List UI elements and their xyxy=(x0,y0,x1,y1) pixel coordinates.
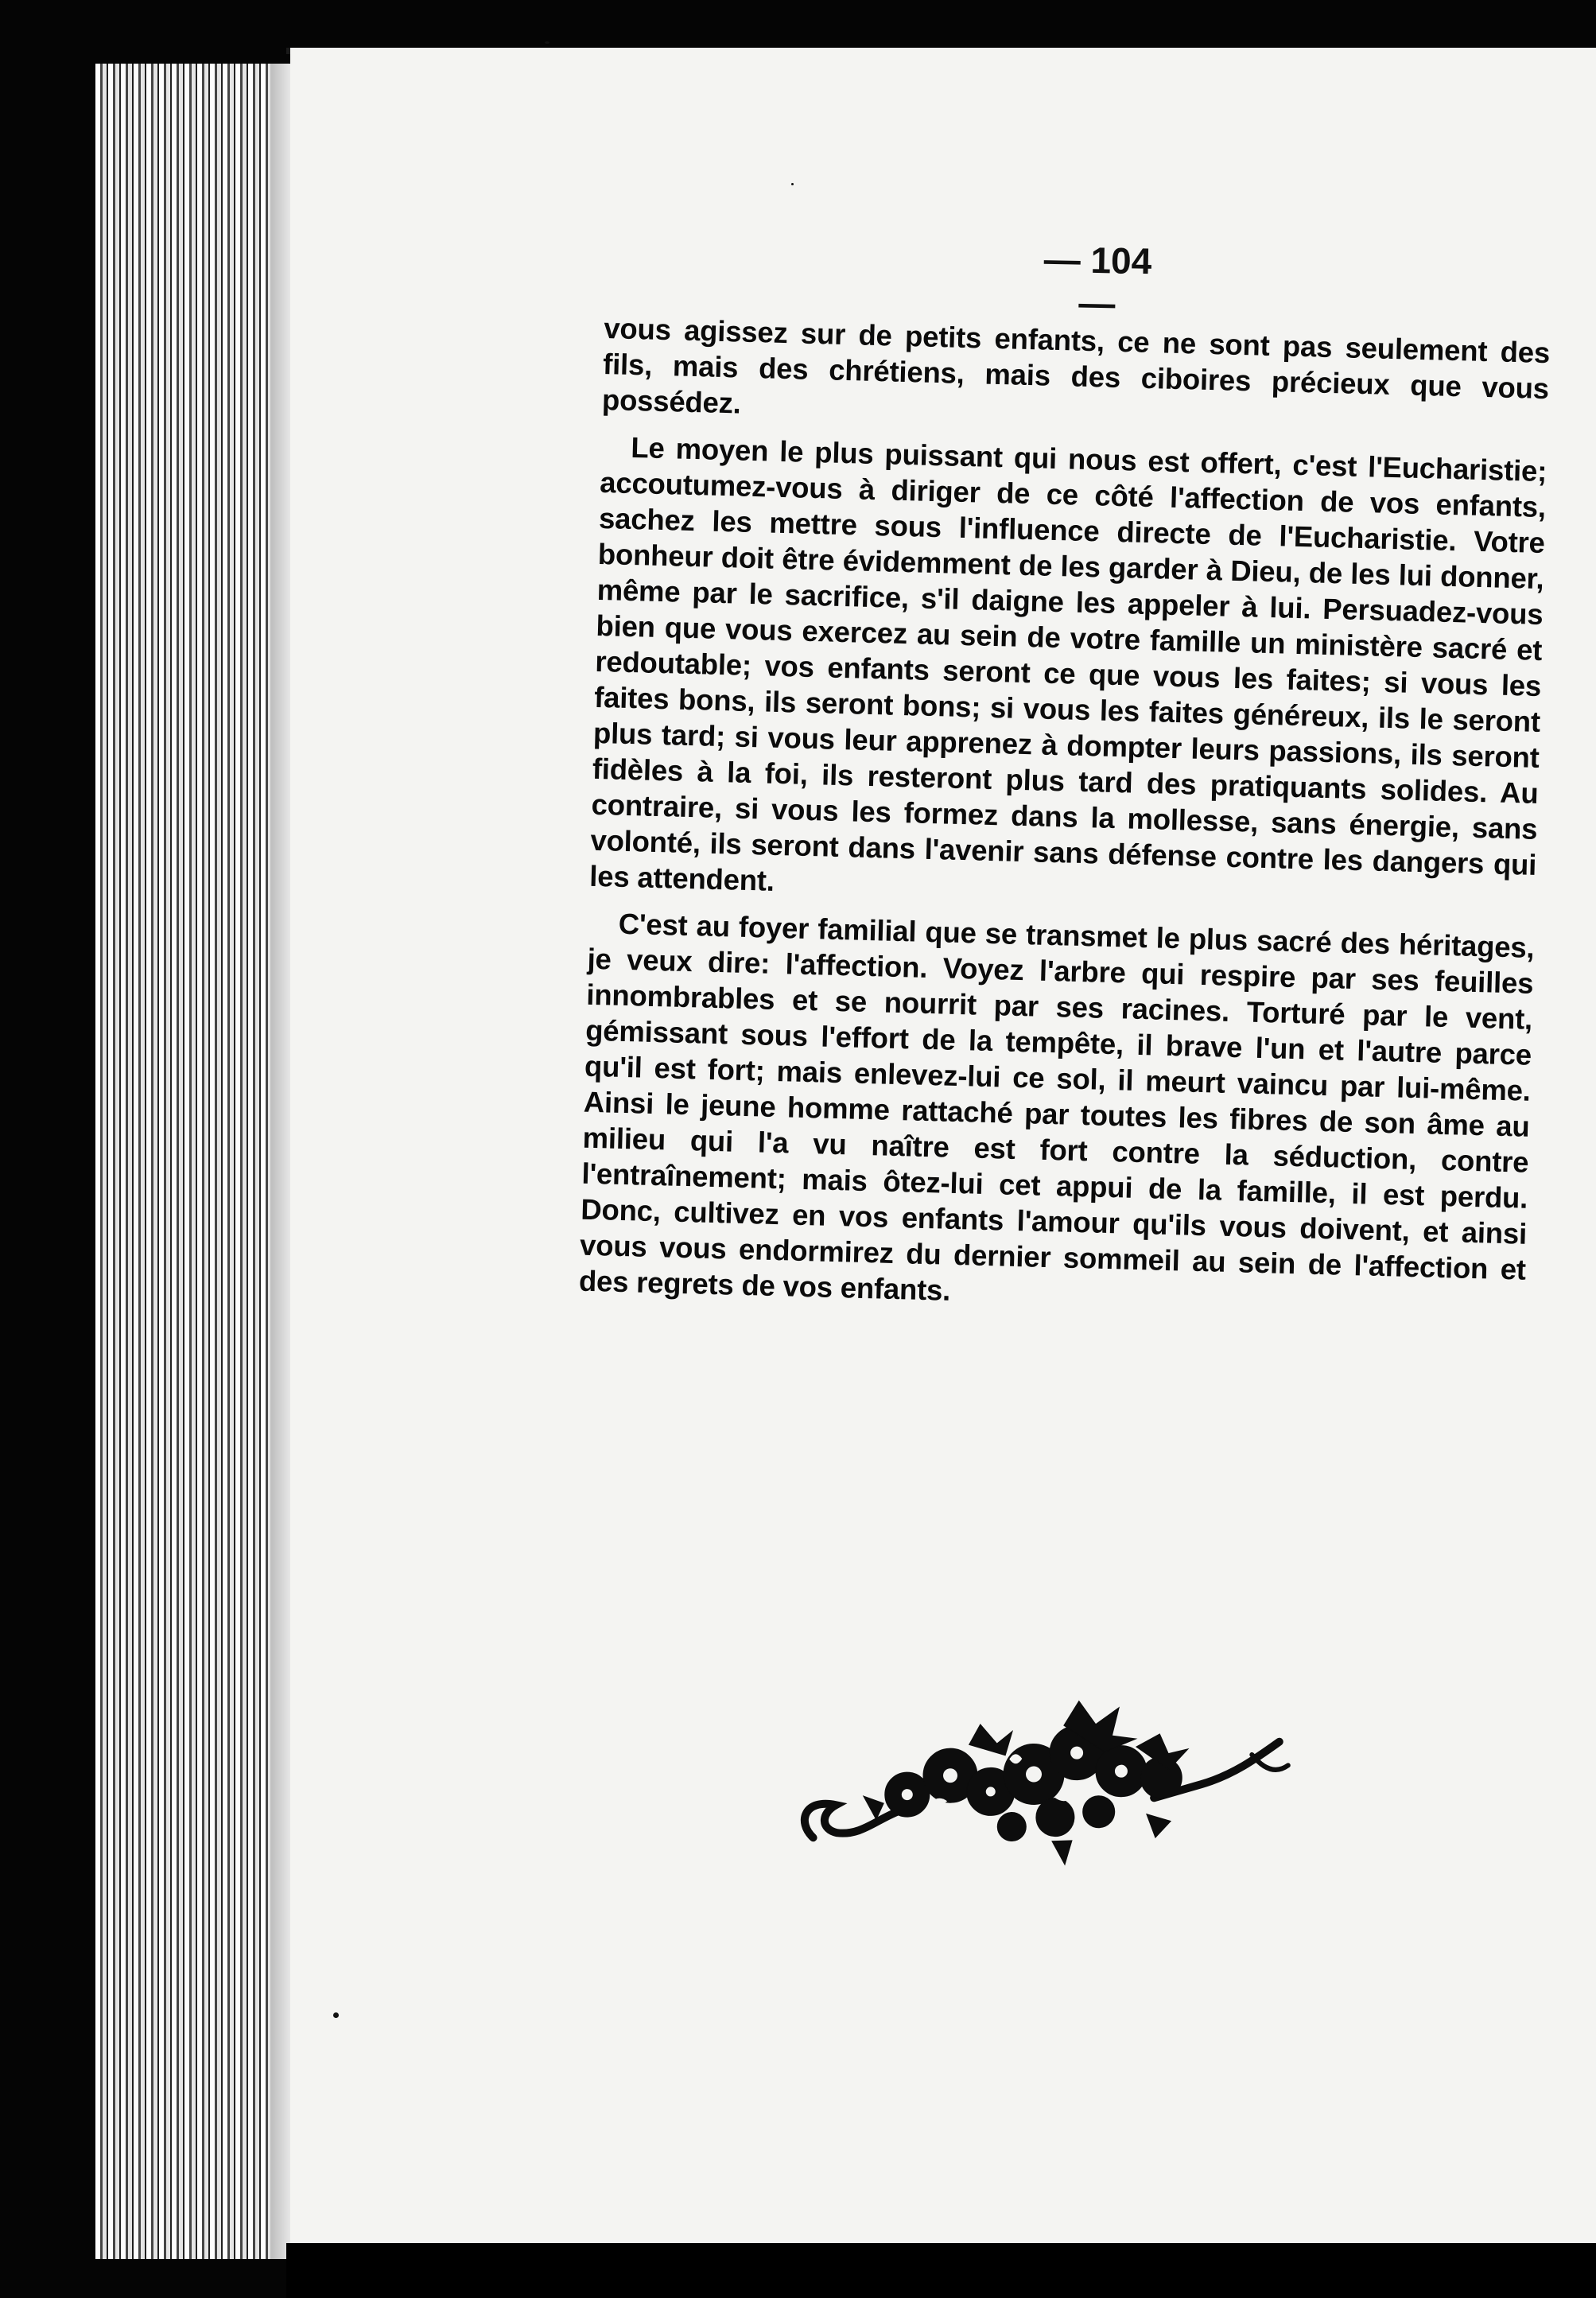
paragraph: C'est au foyer familial que se transmet le plus sacré des héritages, je veux dire: l'affection. Voyez l'arbre qui respire par ses feuilles innombrables et se nourrit par ses racines. Torturé par le vent, gémissant sous l'effort de la tempête, il brave l'un et l'autre parce qu'il est fort; mais enlevez-lui ce sol, il meurt vaincu par lui-même. Ainsi le jeune homme rattaché par toutes les fibres de son âme au milieu qui l'a vu naître est fort contre la séduction, contre l'entraînement; mais ôtez-lui cet appui de la famille, il est perdu. Donc, cultivez en vos enfants l'amour qu'ils vous doivent, et ainsi vous vous endormirez du dernier sommeil au sein de l'affection et des regrets de vos enfants. xyxy=(578,907,1535,1307)
body-text xyxy=(578,310,1550,1335)
page-stack-edges xyxy=(95,64,286,2259)
floral-vignette-icon xyxy=(784,1670,1307,1879)
scan-speck xyxy=(791,183,794,185)
scan-bottom-edge xyxy=(286,2243,1596,2298)
scan-speck xyxy=(545,41,549,44)
scan-speck xyxy=(333,2012,339,2018)
page-number: — 104 — xyxy=(1043,238,1152,325)
paragraph: Le moyen le plus puissant qui nous est offert, c'est l'Eucharistie; accoutumez-vous à diriger de ce côté l'affection de vos enfants, sachez les mettre sous l'influence directe de l'Eucharistie. Votre bonheur doit être évidemment de les garder à Dieu, de les lui donner, même par le sacrifice, s'il daigne les appeler à lui. Persuadez-vous bien que vous exercez au sein de votre famille un ministère sacré et redoutable; vos enfants seront ce que vous les faites; si vous les faites bons, ils seront bons; si vous les faites généreux, ils le seront plus tard; si vous leur apprenez à dompter leurs passions, ils seront fidèles à la foi, ils resteront plus tard des pratiquants solides. Au contraire, si vous les formez dans la mollesse, sans énergie, sans volonté, ils seront dans l'avenir sans défense contre les dangers qui les attendent. xyxy=(588,430,1547,897)
paragraph: vous agissez sur de petits enfants, ce ne sont pas seulement des fils, mais des chrétiens, mais des ciboires précieux que vous possédez. xyxy=(601,311,1551,420)
